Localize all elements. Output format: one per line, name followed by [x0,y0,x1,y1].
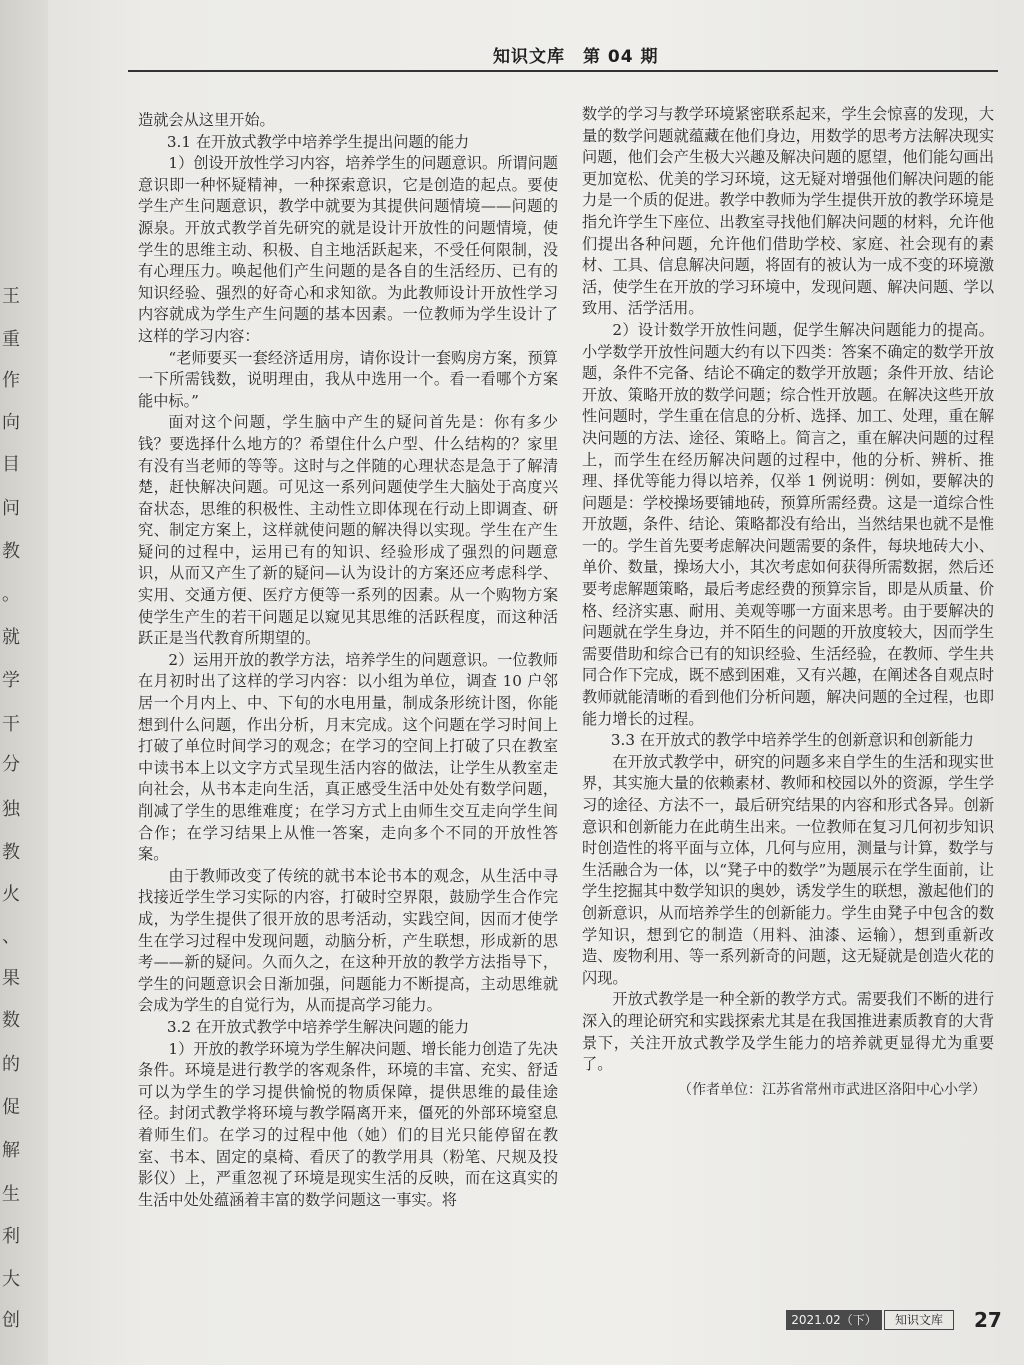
body-paragraph: 2）设计数学开放性问题，促学生解决问题能力的提高。小学数学开放性问题大约有以下四类：答案不确定的数学开放题，条件不完备、结论不确定的数学开放题；条件开放、结论开放、策略开放的数学问题；综合性开放题。在解决这些开放性问题时，学生重在信息的分析、选择、加工、处理，重在解决问题的方法、途径、策略上。简言之，重在解决问题的过程上，而学生在经历解决问题的过程中，他的分析、辨析、推理、择优等能力得以培养，仅举 1 例说明：例如，要解决的问题是：学校操场要铺地砖，预算所需经费。这是一道综合性开放题，条件、结论、策略都没有给出，当然结果也就不是惟一的。学生首先要考虑解决问题需要的条件，每块地砖大小、单价、数量，操场大小，其次考虑如何获得所需数据，然后还要考虑解题策略，最后考虑经费的预算宗旨，即是从质量、价格、经济实惠、耐用、美观等哪一方面来思考。由于要解决的问题就在学生身边，并不陌生的问题的开放度较大，因而学生需要借助和综合已有的知识经验、生活经验，在教师、学生共同合作下完成，既不感到困难，又有兴趣，在阐述各自观点时教师就能清晰的看到他们分析问题，解决问题的全过程，也即能力增长的过程。 [582,320,994,728]
prev-page-char: 大 [2,1269,20,1290]
right-text-column [582,104,994,1101]
body-paragraph: “老师要买一套经济适用房，请你设计一套购房方案，预算一下所需钱数，说明理由，我从中选用一个。看一看哪个方案能中标。” [138,348,558,410]
left-text-column [138,110,558,1211]
prev-page-char: 创 [2,1310,20,1331]
section-heading: 3.2 在开放式教学中培养学生解决问题的能力 [166,1017,470,1036]
prev-page-char: 重 [2,329,20,350]
body-paragraph: 开放式教学是一种全新的教学方式。需要我们不断的进行深入的理论研究和实践探索尤其是在我国推进素质教育的大背景下，关注开放式教学及学生能力的培养就更显得尤为重要了。 [582,990,994,1074]
body-paragraph: 由于教师改变了传统的就书本论书本的观念，从生活中寻找接近学生学习实际的内容，打破时空界限，鼓励学生合作完成，为学生提供了很开放的思考活动，实践空间，因而才使学生在学习过程中发现问题，动脑分析，产生联想，形成新的思考——新的疑问。久而久之，在这种开放的教学方法指导下，学生的问题意识会日渐加强，问题能力不断提高，主动思维就会成为学生的自觉行为，从而提高学习能力。 [138,866,558,1015]
continued-paragraph: 造就会从这里开始。 [138,111,275,129]
prev-page-char: 学 [2,670,20,691]
prev-page-char: 就 [2,627,20,648]
prev-page-char: 王 [2,286,20,307]
body-paragraph: 面对这个问题，学生脑中产生的疑问首先是：你有多少钱？要选择什么地方的？希望住什么户型、什么结构的？家里有没有当老师的等等。这时与之伴随的心理状态是急于了解清楚，赶快解决问题。可见这一系列问题使学生大脑处于高度兴奋状态，思维的积极性、主动性立即体现在行动上即调查、研究、制定方案上，这样就使问题的解决得以实现。学生在产生疑问的过程中，运用已有的知识、经验形成了强烈的问题意识，从而又产生了新的疑问—认为设计的方案还应考虑科学、实用、交通方便、医疗方便等一系列的因素。从一个购物方案使学生产生的若干问题足以窥见其思维的活跃程度，而这种活跃正是当代教育所期望的。 [138,413,558,648]
section-heading: 3.1 在开放式教学中培养学生提出问题的能力 [166,132,470,151]
prev-page-char: 利 [2,1226,20,1247]
body-paragraph: 2）运用开放的教学方法，培养学生的问题意识。一位教师在月初时出了这样的学习内容：以小组为单位，调查 10 户邻居一个月内上、中、下旬的水电用量，制成条形统计图，你能想到什么问题，作出分析，月末完成。这个问题在学习时间上打破了单位时间学习的观念；在学习的空间上打破了只在教室中读书本上以文字方式呈现生活内容的做法，让学生从教室走向社会，从书本走向生活，真正感受生活中处处有数学问题，削减了学生的思维难度；在学习方式上由师生交互走向学生间合作；在学习结果上从惟一答案，走向多个不同的开放性答案。 [138,650,558,864]
issue-number: 第 04 期 [583,47,659,67]
prev-page-char: 、 [2,926,20,947]
author-affiliation: （作者单位：江苏省常州市武进区洛阳中心小学） [678,1081,986,1098]
prev-page-char: 生 [2,1184,20,1205]
footer-magazine-label: 知识文库 [884,1310,954,1330]
prev-page-char: 问 [2,498,20,519]
body-paragraph: 在开放式教学中，研究的问题多来自学生的生活和现实世界，其实施大量的依赖素材、教师和校园以外的资源，学生学习的途径、方法不一，最后研究结果的内容和形式各异。创新意识和创新能力在此萌生出来。一位教师在复习几何初步知识时创造性的将平面与立体，几何与应用，测量与计算，数学与生活融合为一体，以“凳子中的数学”为题展示在学生面前，让学生挖掘其中数学知识的奥妙，诱发学生的联想，激起他们的创新意识，从而培养学生的创新能力。学生由凳子中包含的数学知识，想到它的制造（用料、油漆、运输），想到重新改造、废物利用、等一系列新奇的问题，这无疑就是创造火花的闪现。 [582,752,994,987]
prev-page-char: 教 [2,541,20,562]
prev-page-char: 果 [2,968,20,989]
prev-page-char: 的 [2,1054,20,1075]
magazine-name: 知识文库 [493,47,565,67]
prev-page-char: 干 [2,714,20,735]
prev-page-char: 促 [2,1097,20,1118]
prev-page-char: 数 [2,1010,20,1031]
continued-paragraph: 数学的学习与教学环境紧密联系起来，学生会惊喜的发现，大量的数学问题就蕴藏在他们身边，用数学的思考方法解决现实问题，他们会产生极大兴趣及解决问题的愿望，他们能勾画出更加宽松、优美的学习环境，这无疑对增强他们解决问题的能力是一个质的促进。教学中教师为学生提供开放的教学环境是指允许学生下座位、出教室寻找他们解决问题的材料，允许他们提出各种问题，允许他们借助学校、家庭、社会现有的素材、工具、信息解决问题，将固有的被认为一成不变的环境激活，使学生在开放的学习环境中，发现问题、解决问题、学以致用、活学活用。 [582,105,994,318]
header-title [493,42,659,67]
previous-page-edge [0,0,48,1365]
prev-page-char: 目 [2,454,20,475]
page-number: 27 [974,1308,1002,1332]
footer-date-badge: 2021.02（下） [786,1310,882,1330]
body-paragraph: 1）创设开放性学习内容，培养学生的问题意识。所谓问题意识即一种怀疑精神，一种探索意识，它是创造的起点。要使学生产生问题意识，教学中就要为其提供问题情境——问题的源泉。开放式教学首先研究的就是设计开放性的问题情境，使学生的思维主动、积极、自主地活跃起来，不受任何限制，没有心理压力。唤起他们产生问题的是各自的生活经历、已有的知识经验、强烈的好奇心和求知欲。为此教师设计开放性学习内容就成为学生产生问题的基本因素。一位教师为学生设计了这样的学习内容： [138,154,558,345]
prev-page-char: 解 [2,1140,20,1161]
section-heading: 3.3 在开放式的教学中培养学生的创新意识和创新能力 [610,731,974,750]
body-paragraph: 1）开放的教学环境为学生解决问题、增长能力创造了先决条件。环境是进行教学的客观条件，环境的丰富、充实、舒适可以为学生的学习提供愉悦的物质保障，提供思维的最佳途径。封闭式教学将环境与教学隔离开来，僵死的外部环境窒息着师生们。在学习的过程中他（她）们的目光只能停留在教室、书本、固定的桌椅、看厌了的教学用具（粉笔、尺规及投影仪）上，严重忽视了环境是现实生活的反映，而在这真实的生活中处处蕴涵着丰富的数学问题这一事实。将 [138,1039,558,1209]
prev-page-char: 教 [2,842,20,863]
prev-page-char: 独 [2,799,20,820]
page-header [148,42,998,78]
prev-page-char: 火 [2,884,20,905]
header-rule [128,70,998,72]
prev-page-char: 分 [2,754,20,775]
prev-page-char: 。 [2,584,20,605]
prev-page-char: 向 [2,412,20,433]
magazine-page [48,0,1024,1365]
prev-page-char: 作 [2,370,20,391]
